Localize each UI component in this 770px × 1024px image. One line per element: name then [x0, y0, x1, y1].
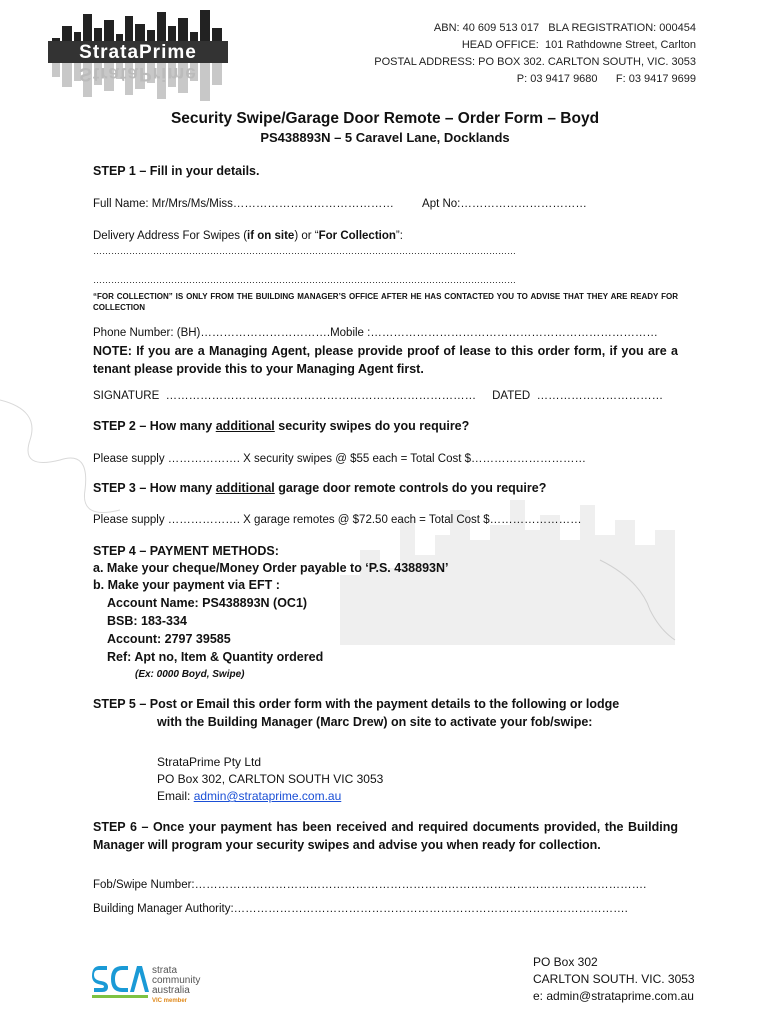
strataprime-email-row: Email: admin@strataprime.com.au — [157, 789, 342, 803]
full-name-field[interactable]: Full Name: Mr/Mrs/Ms/Miss…………………………………… Apt No:…………………………… — [93, 198, 587, 210]
company-abn: ABN: 40 609 513 017 BLA REGISTRATION: 000454 — [433, 22, 696, 34]
eft-account-number: Account: 2797 39585 — [107, 632, 231, 646]
footer-logo-community: community — [152, 975, 201, 986]
delivery-address-line-1[interactable]: …………………………………………………………………………………………………………………………… — [93, 246, 516, 256]
managing-agent-note: NOTE: If you are a Managing Agent, please provide proof of lease to this order form, if you are a tenant please provide this to your Managing Agent first. — [93, 344, 678, 376]
logo-wordmark-reflection: StrataPrime — [79, 63, 197, 84]
phone-number-field[interactable]: Phone Number: (BH)…………………………….Mobile :………………………………………………………………… — [93, 327, 658, 339]
footer-logo-strata: strata — [152, 965, 178, 976]
footer-suburb: CARLTON SOUTH. VIC. 3053 — [533, 972, 695, 986]
footer-logo-vic-member: VIC member — [152, 998, 188, 1004]
strataprime-company-name: StrataPrime Pty Ltd — [157, 755, 262, 769]
company-info — [374, 20, 696, 88]
footer-po-box: PO Box 302 — [533, 955, 598, 969]
company-postal-address: POSTAL ADDRESS: PO BOX 302. CARLTON SOUTH, VIC. 3053 — [374, 56, 696, 68]
security-swipes-quantity-field[interactable]: Please supply ………………. X security swipes @ $55 each = Total Cost $………………………… — [93, 453, 587, 465]
step4-heading: STEP 4 – PAYMENT METHODS: — [93, 544, 279, 558]
step5-heading-line1: STEP 5 – Post or Email this order form with the payment details to the following or lodge — [93, 697, 620, 711]
building-manager-authority-field[interactable]: Building Manager Authority:…………………………………………………………………………………………. — [93, 903, 628, 915]
fob-swipe-number-field[interactable]: Fob/Swipe Number:………………………………………………………………………………………………………. — [93, 879, 647, 891]
company-head-office: HEAD OFFICE: 101 Rathdowne Street, Carlton — [461, 39, 696, 51]
eft-reference-example: (Ex: 0000 Boyd, Swipe) — [135, 669, 245, 680]
delivery-address-line-2[interactable]: …………………………………………………………………………………………………………………………… — [93, 275, 516, 285]
footer-email: e: admin@strataprime.com.au — [533, 989, 694, 1003]
step2-heading: STEP 2 – How many additional security swipes do you require? — [93, 419, 470, 433]
step6-text: STEP 6 – Once your payment has been received and required documents provided, the Building Manager will program your security swipes and advise you when ready for collection. — [93, 820, 678, 852]
logo-wordmark: StrataPrime — [79, 42, 197, 63]
strataprime-logo — [48, 8, 228, 106]
eft-account-name: Account Name: PS438893N (OC1) — [107, 596, 308, 610]
admin-email-link[interactable]: admin@strataprime.com.au — [193, 789, 342, 803]
garage-remotes-quantity-field[interactable]: Please supply ………………. X garage remotes @ $72.50 each = Total Cost $…………………… — [93, 514, 582, 526]
form-subtitle: PS438893N – 5 Caravel Lane, Docklands — [260, 130, 510, 145]
eft-reference: Ref: Apt no, Item & Quantity ordered — [107, 650, 324, 664]
signature-field[interactable]: SIGNATURE ……………………………………………………………………… DATED …………………………… — [93, 390, 664, 402]
step3-heading: STEP 3 – How many additional garage door remote controls do you require? — [93, 481, 547, 495]
payment-option-a: a. Make your cheque/Money Order payable to ‘P.S. 438893N’ — [93, 561, 449, 575]
step5-heading-line2: with the Building Manager (Marc Drew) on site to activate your fob/swipe: — [157, 715, 593, 729]
step1-heading: STEP 1 – Fill in your details. — [93, 164, 260, 178]
strata-community-australia-logo — [92, 962, 222, 1008]
collection-note: “FOR COLLECTION” IS ONLY FROM THE BUILDING MANAGER’S OFFICE AFTER HE HAS CONTACTED YOU TO ADVISE THAT THEY ARE READY FOR COLLECTION — [93, 292, 678, 312]
footer-logo-australia: australia — [152, 985, 190, 996]
strataprime-postal-address: PO Box 302, CARLTON SOUTH VIC 3053 — [157, 772, 384, 786]
form-title: Security Swipe/Garage Door Remote – Order Form – Boyd — [170, 110, 600, 127]
eft-bsb: BSB: 183-334 — [107, 614, 187, 628]
footer-address — [533, 954, 695, 1005]
payment-option-b: b. Make your payment via EFT : — [93, 578, 280, 592]
delivery-address-label: Delivery Address For Swipes (if on site) or “For Collection”: — [93, 230, 403, 242]
company-phone-fax: P: 03 9417 9680 F: 03 9417 9699 — [516, 73, 696, 85]
